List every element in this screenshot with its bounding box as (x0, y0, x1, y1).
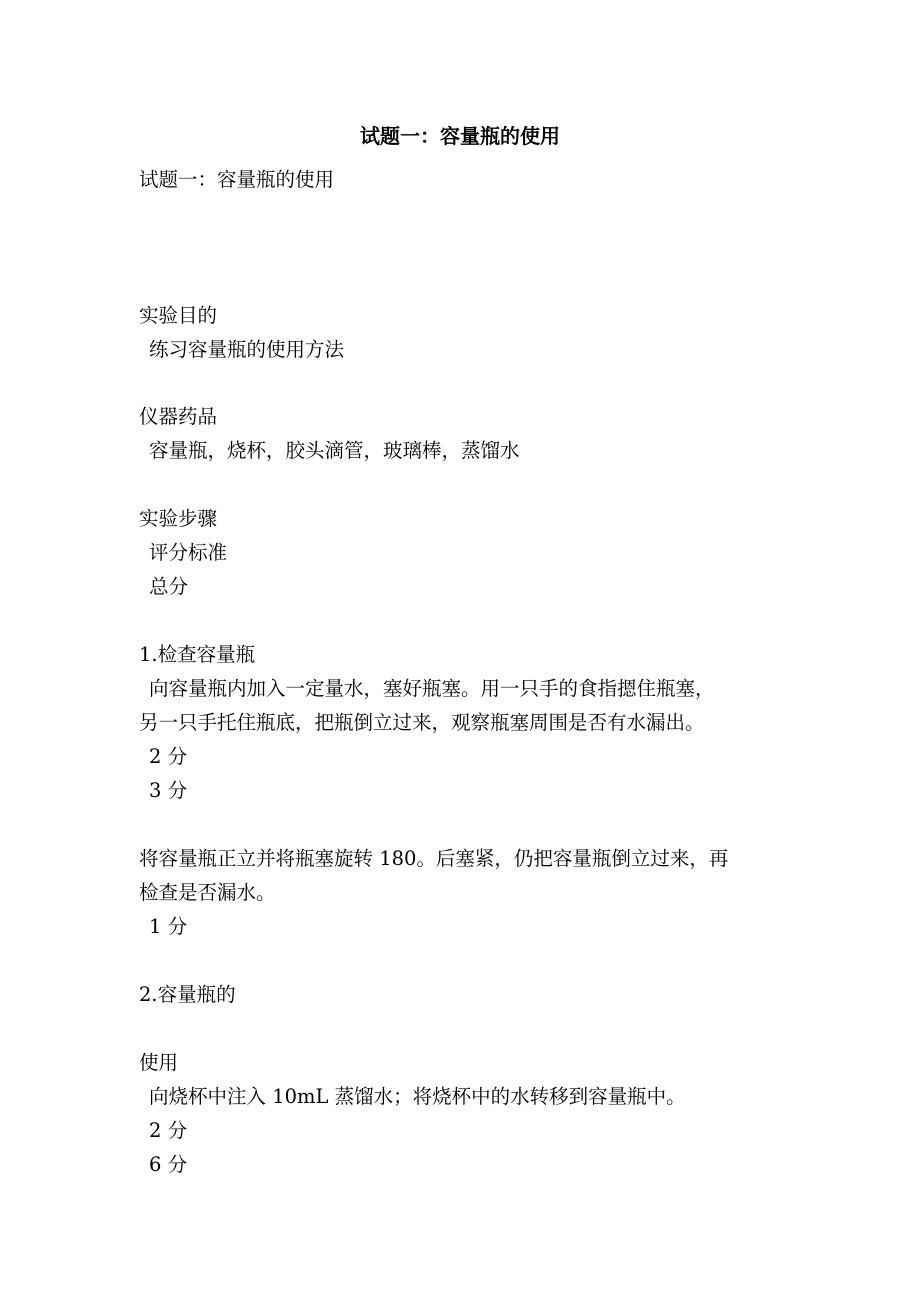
step1-total: 3 分 (149, 779, 188, 802)
step1-text-line1: 向容量瓶内加入一定量水，塞好瓶塞。用一只手的食指摁住瓶塞， (149, 677, 715, 700)
purpose-text: 练习容量瓶的使用方法 (149, 338, 345, 361)
step2-score: 2 分 (149, 1119, 188, 1142)
step2-title: 2.容量瓶的 (139, 983, 236, 1006)
total-heading: 总分 (149, 575, 189, 598)
step1-title: 1.检查容量瓶 (139, 643, 256, 666)
step2-text: 向烧杯中注入 10mL 蒸馏水；将烧杯中的水转移到容量瓶中。 (149, 1085, 686, 1108)
materials-heading: 仪器药品 (139, 405, 218, 428)
step1-text2-line2: 检查是否漏水。 (139, 881, 276, 904)
materials-text: 容量瓶，烧杯，胶头滴管，玻璃棒，蒸馏水 (149, 439, 520, 462)
document-title: 试题一：容量瓶的使用 (360, 124, 560, 148)
step2-title-cont: 使用 (139, 1051, 179, 1074)
step1-text2-line1: 将容量瓶正立并将瓶塞旋转 180。后塞紧，仍把容量瓶倒立过来，再 (139, 847, 729, 870)
step2-total: 6 分 (149, 1153, 188, 1176)
step1-score: 2 分 (149, 745, 188, 768)
step1-text-line2: 另一只手托住瓶底，把瓶倒立过来，观察瓶塞周围是否有水漏出。 (139, 711, 705, 734)
purpose-heading: 实验目的 (139, 304, 218, 327)
step1-score2: 1 分 (149, 915, 188, 938)
criteria-heading: 评分标准 (149, 541, 228, 564)
steps-heading: 实验步骤 (139, 507, 218, 530)
subtitle: 试题一：容量瓶的使用 (139, 168, 335, 191)
